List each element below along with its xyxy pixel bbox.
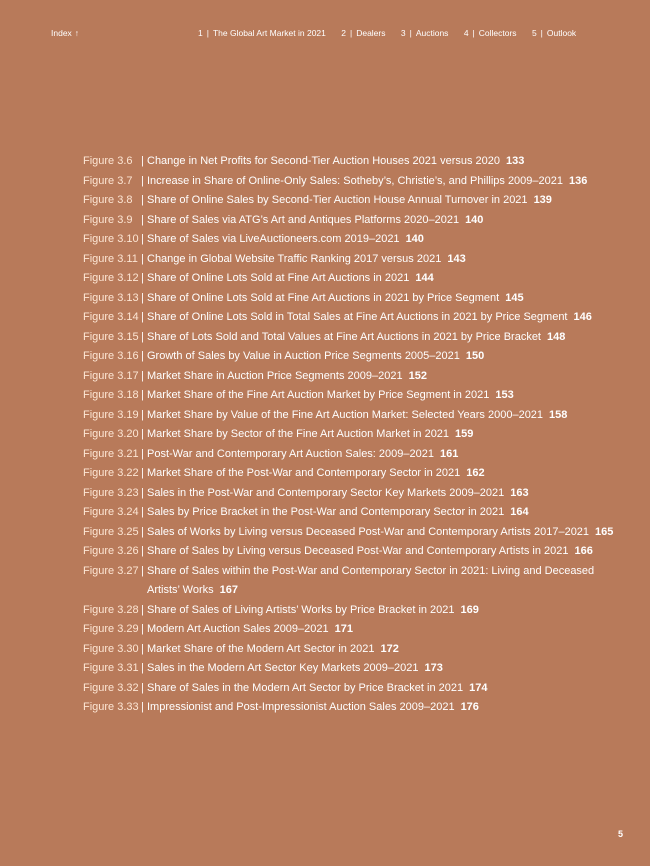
figure-number: Figure 3.12 — [83, 272, 139, 284]
figure-entry-text — [147, 269, 623, 289]
chapter-number: 1 — [198, 28, 203, 38]
entry-separator: | — [141, 311, 144, 323]
figure-entry[interactable] — [83, 620, 623, 640]
figure-entry-text — [147, 308, 623, 328]
figure-page-number[interactable]: 133 — [506, 155, 525, 167]
chapter-link-5[interactable] — [532, 28, 576, 38]
chapter-links — [198, 28, 589, 38]
entry-separator: | — [141, 486, 144, 499]
figure-title: Share of Sales via ATG’s Art and Antiques Platforms 2020–2021 — [147, 213, 460, 226]
figure-entry[interactable] — [83, 230, 623, 250]
figure-number: Figure 3.11 — [83, 252, 138, 265]
index-label: Index — [51, 28, 72, 38]
chapter-number: 5 — [531, 28, 537, 38]
index-link[interactable] — [51, 28, 79, 38]
figure-number: Figure 3.31 — [83, 662, 139, 674]
figure-number: Figure 3.18 — [83, 389, 139, 401]
figure-entry-text — [147, 367, 623, 387]
figure-number: Figure 3.27 — [83, 564, 139, 577]
figure-number: Figure 3.32 — [83, 681, 139, 694]
figure-entry-text — [147, 191, 623, 211]
figure-entry[interactable] — [83, 152, 623, 172]
figure-title: Share of Online Lots Sold at Fine Art Auctions in 2021 — [147, 272, 410, 284]
figure-page-number[interactable]: 167 — [219, 584, 238, 596]
figure-entry-text — [147, 562, 623, 601]
figure-page-number[interactable]: 163 — [510, 486, 529, 499]
entry-separator: | — [141, 272, 144, 284]
figure-entry[interactable] — [83, 484, 623, 504]
figure-title: Change in Net Profits for Second-Tier Auction Houses 2021 versus 2020 — [147, 155, 501, 167]
figure-number: Figure 3.15 — [83, 330, 139, 343]
figure-entry[interactable] — [83, 503, 623, 523]
chapter-label: Collectors — [478, 28, 517, 38]
figure-page-number[interactable]: 136 — [569, 174, 588, 187]
figure-title: Change in Global Website Traffic Ranking 2017 versus 2021 — [147, 252, 442, 265]
figure-page-number[interactable]: 171 — [334, 623, 353, 635]
figure-entry-text — [147, 542, 623, 562]
figure-page-number[interactable]: 165 — [595, 525, 614, 538]
figure-page-number[interactable]: 169 — [460, 603, 479, 616]
entry-separator: | — [141, 252, 144, 265]
chapter-link-3[interactable] — [401, 28, 449, 38]
figure-page-number[interactable]: 172 — [380, 642, 399, 655]
figure-title: Share of Lots Sold and Total Values at Fine Art Auctions in 2021 by Price Bracket — [147, 330, 541, 343]
figure-page-number[interactable]: 164 — [510, 506, 529, 518]
figure-entry-text — [147, 230, 623, 250]
figure-page-number[interactable]: 162 — [466, 467, 485, 479]
figure-entry-text — [147, 698, 623, 718]
figure-entry-text — [147, 347, 623, 367]
figure-number: Figure 3.17 — [83, 369, 139, 382]
figure-number: Figure 3.13 — [83, 291, 139, 304]
figure-number: Figure 3.26 — [83, 545, 139, 557]
entry-separator: | — [141, 369, 144, 382]
figure-entry-text — [147, 289, 623, 309]
figure-entry-text — [147, 406, 623, 426]
figure-page-number[interactable]: 153 — [495, 389, 514, 401]
nav-separator: | — [472, 28, 475, 38]
entry-separator: | — [141, 350, 144, 362]
figure-entry-text — [147, 464, 623, 484]
chapter-label: Dealers — [356, 28, 386, 38]
figure-entry-text — [147, 523, 623, 543]
figure-entry-text — [147, 211, 623, 231]
figure-title: Share of Sales of Living Artists’ Works by Price Bracket in 2021 — [147, 603, 455, 616]
figure-page-number[interactable]: 161 — [439, 447, 459, 460]
figure-entry-text — [147, 425, 623, 445]
chapter-number: 3 — [400, 28, 406, 38]
figure-entry[interactable] — [83, 542, 623, 562]
figure-entry[interactable] — [83, 406, 623, 426]
figure-number: Figure 3.14 — [83, 311, 139, 323]
figure-entry-text — [147, 484, 623, 504]
figure-title: Share of Sales via LiveAuctioneers.com 2019–2021 — [147, 233, 400, 245]
figure-page-number[interactable]: 140 — [465, 213, 484, 226]
figure-number: Figure 3.22 — [83, 467, 139, 479]
figure-number: Figure 3.16 — [83, 350, 139, 362]
figure-entry[interactable] — [83, 211, 623, 231]
figure-number: Figure 3.24 — [83, 506, 139, 518]
figure-title: Post-War and Contemporary Art Auction Sales: 2009–2021 — [147, 447, 434, 460]
figure-page-number[interactable]: 158 — [549, 408, 568, 421]
figure-page-number[interactable]: 176 — [460, 701, 479, 713]
figure-number: Figure 3.19 — [83, 408, 139, 421]
figure-page-number[interactable]: 159 — [455, 428, 474, 440]
figure-entry[interactable] — [83, 386, 623, 406]
entry-separator: | — [141, 330, 144, 343]
figure-number: Figure 3.23 — [83, 486, 139, 499]
figure-page-number[interactable]: 139 — [533, 194, 552, 206]
figure-entry[interactable] — [83, 347, 623, 367]
figure-page-number[interactable]: 174 — [469, 681, 488, 694]
figure-title: Growth of Sales by Value in Auction Price Segments 2005–2021 — [147, 350, 460, 362]
chapter-number: 2 — [341, 28, 346, 38]
figure-title: Share of Online Lots Sold in Total Sales at Fine Art Auctions in 2021 by Price Segment — [147, 311, 568, 323]
chapter-label: The Global Art Market in 2021 — [212, 28, 326, 38]
figure-entry[interactable] — [83, 679, 623, 699]
figure-entry[interactable] — [83, 562, 623, 601]
figure-entry[interactable] — [83, 308, 623, 328]
figure-title: Market Share by Sector of the Fine Art Auction Market in 2021 — [147, 428, 450, 440]
figure-title: Market Share of the Fine Art Auction Market by Price Segment in 2021 — [147, 389, 490, 401]
chapter-number: 4 — [463, 28, 469, 38]
entry-separator: | — [141, 155, 144, 167]
figure-entry[interactable] — [83, 659, 623, 679]
figure-number: Figure 3.33 — [83, 701, 139, 713]
entry-separator: | — [141, 233, 144, 245]
figure-page-number[interactable]: 143 — [447, 252, 466, 265]
nav-separator: | — [409, 28, 412, 38]
arrow-up-icon: ↑ — [74, 28, 80, 38]
figure-title: Share of Sales by Living versus Deceased Post-War and Contemporary Artists in 2021 — [147, 545, 569, 557]
chapter-link-2[interactable] — [341, 28, 385, 38]
figure-entry-text — [147, 601, 623, 621]
figure-entry[interactable] — [83, 367, 623, 387]
figure-number: Figure 3.30 — [83, 642, 139, 655]
figure-entry[interactable] — [83, 425, 623, 445]
entry-separator: | — [141, 662, 144, 674]
figure-page-number[interactable]: 140 — [405, 233, 424, 245]
chapter-label: Auctions — [415, 28, 449, 38]
figure-page-number[interactable]: 145 — [505, 291, 524, 304]
figure-entry[interactable] — [83, 269, 623, 289]
chapter-link-1[interactable] — [198, 28, 326, 38]
figure-page-number[interactable]: 152 — [408, 369, 427, 382]
figure-page-number[interactable]: 173 — [424, 662, 443, 674]
entry-separator: | — [141, 623, 144, 635]
figure-title: Market Share of the Post-War and Contemporary Sector in 2021 — [147, 467, 461, 479]
figure-entry[interactable] — [83, 328, 623, 348]
nav-separator: | — [349, 28, 353, 38]
figure-title: Market Share by Value of the Fine Art Auction Market: Selected Years 2000–2021 — [147, 408, 544, 421]
entry-separator: | — [141, 291, 144, 304]
entry-separator: | — [141, 194, 144, 206]
figure-number: Figure 3.6 — [83, 155, 133, 167]
chapter-label: Outlook — [546, 28, 577, 38]
figure-number: Figure 3.21 — [83, 447, 139, 460]
figure-entry[interactable] — [83, 640, 623, 660]
figure-entry[interactable] — [83, 464, 623, 484]
entry-separator: | — [141, 174, 144, 187]
figure-number: Figure 3.7 — [83, 174, 133, 187]
figure-page-number[interactable]: 144 — [415, 272, 434, 284]
figure-entry-text — [147, 503, 623, 523]
entry-separator: | — [141, 428, 144, 440]
figure-entry[interactable] — [83, 523, 623, 543]
entry-separator: | — [141, 564, 144, 577]
entry-separator: | — [141, 681, 144, 694]
figure-page-number[interactable]: 166 — [574, 545, 593, 557]
figure-title: Increase in Share of Online-Only Sales: Sotheby’s, Christie’s, and Phillips 2009–2021 — [147, 174, 564, 187]
figure-entry[interactable] — [83, 172, 623, 192]
figure-title: Market Share in Auction Price Segments 2009–2021 — [147, 369, 403, 382]
figure-title: Share of Online Sales by Second-Tier Auction House Annual Turnover in 2021 — [147, 194, 528, 206]
figure-page-number[interactable]: 150 — [465, 350, 485, 362]
entry-separator: | — [141, 467, 144, 479]
entry-separator: | — [141, 545, 144, 557]
entry-separator: | — [141, 525, 144, 538]
figure-entry-text — [147, 640, 623, 660]
figure-title: Share of Online Lots Sold at Fine Art Auctions in 2021 by Price Segment — [147, 291, 500, 304]
figure-entry-text — [147, 172, 623, 192]
figure-entry[interactable] — [83, 191, 623, 211]
figure-entry[interactable] — [83, 445, 623, 465]
figure-entry-text — [147, 328, 623, 348]
figure-title: Impressionist and Post-Impressionist Auction Sales 2009–2021 — [147, 701, 455, 713]
figure-number: Figure 3.8 — [83, 194, 133, 206]
figure-entry[interactable] — [83, 601, 623, 621]
figure-entry-text — [147, 152, 623, 172]
nav-separator: | — [540, 28, 543, 38]
figure-entry[interactable] — [83, 250, 623, 270]
figure-number: Figure 3.29 — [83, 623, 139, 635]
figure-page-number[interactable]: 146 — [573, 311, 592, 323]
figure-number: Figure 3.9 — [83, 213, 133, 226]
top-navigation — [0, 28, 650, 42]
figure-title: Sales in the Post-War and Contemporary Sector Key Markets 2009–2021 — [147, 486, 505, 499]
figure-title: Sales of Works by Living versus Deceased Post-War and Contemporary Artists 2017–2021 — [147, 525, 590, 538]
figure-title: Sales in the Modern Art Sector Key Markets 2009–2021 — [147, 662, 419, 674]
figure-title: Sales by Price Bracket in the Post-War and Contemporary Sector in 2021 — [147, 506, 505, 518]
figure-title: Share of Sales within the Post-War and Contemporary Sector in 2021: Living and Deceased Artists’ Works — [147, 564, 595, 596]
figure-number: Figure 3.20 — [83, 428, 139, 440]
figure-number: Figure 3.28 — [83, 603, 139, 616]
figure-number: Figure 3.10 — [83, 233, 139, 245]
entry-separator: | — [141, 701, 144, 713]
entry-separator: | — [141, 213, 144, 226]
figure-entry-text — [147, 620, 623, 640]
entry-separator: | — [141, 447, 144, 460]
entry-separator: | — [141, 408, 144, 421]
figure-entry-text — [147, 445, 623, 465]
figure-entry[interactable] — [83, 289, 623, 309]
figure-list — [83, 152, 623, 718]
figure-title: Share of Sales in the Modern Art Sector by Price Bracket in 2021 — [147, 681, 464, 694]
figure-entry-text — [147, 679, 623, 699]
figure-number: Figure 3.25 — [83, 525, 139, 538]
entry-separator: | — [141, 389, 144, 401]
figure-page-number[interactable]: 148 — [547, 330, 566, 343]
chapter-link-4[interactable] — [464, 28, 517, 38]
figure-entry-text — [147, 250, 623, 270]
entry-separator: | — [141, 603, 144, 616]
page-number: 5 — [617, 829, 623, 839]
nav-separator: | — [206, 28, 209, 38]
entry-separator: | — [141, 506, 144, 518]
figure-entry[interactable] — [83, 698, 623, 718]
figure-entry-text — [147, 386, 623, 406]
figure-title: Market Share of the Modern Art Sector in 2021 — [147, 642, 375, 655]
figure-title: Modern Art Auction Sales 2009–2021 — [147, 623, 329, 635]
figure-entry-text — [147, 659, 623, 679]
entry-separator: | — [141, 642, 144, 655]
